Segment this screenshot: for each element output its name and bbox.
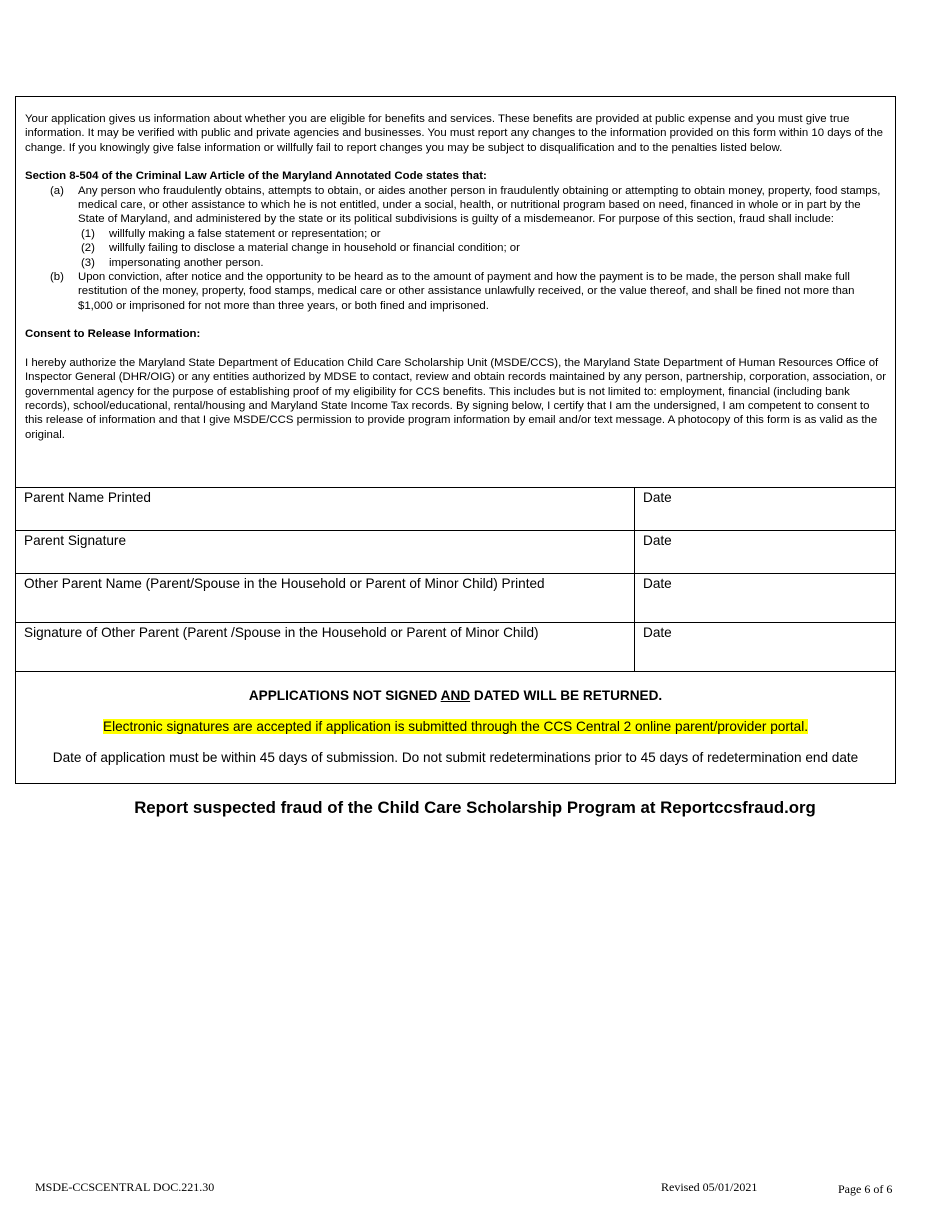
consent-title: Consent to Release Information: [25, 328, 201, 341]
footer-page-number: Page 6 of 6 [838, 1182, 893, 1196]
section-title: Section 8-504 of the Criminal Law Article of the Maryland Annotated Code states that: [25, 170, 487, 183]
clause-b-tag: (b) [50, 271, 64, 284]
date-field[interactable]: Date [643, 490, 672, 505]
signature-row[interactable] [16, 488, 895, 531]
clause-b [25, 270, 887, 313]
parent-name-field[interactable]: Parent Name Printed [16, 488, 635, 530]
form-frame [15, 96, 896, 784]
list-item: (1) willfully making a false statement or representation; or [81, 227, 381, 240]
clause-a [25, 184, 887, 227]
footer-revised: Revised 05/01/2021 [661, 1180, 758, 1194]
list-item: (3) impersonating another person. [81, 256, 264, 269]
disclosure-text [25, 112, 887, 442]
footer-doc-id: MSDE-CCSCENTRAL DOC.221.30 [35, 1180, 215, 1194]
clause-a-tag: (a) [50, 184, 64, 197]
date-field[interactable]: Date [643, 625, 672, 640]
esignature-note: Electronic signatures are accepted if application is submitted through the CCS Central 2 online parent/provider portal. [103, 719, 808, 734]
unsigned-warning: APPLICATIONS NOT SIGNED AND DATED WILL BE RETURNED. [248, 688, 663, 703]
signature-row[interactable] [16, 623, 895, 672]
date-field[interactable]: Date [643, 533, 672, 548]
parent-signature-field[interactable]: Parent Signature [16, 531, 635, 573]
signature-table [16, 487, 895, 672]
intro-paragraph: Your application gives us information about whether you are eligible for benefits and services. These benefits are provided at public expense and you must give true information. It may be verified with public and private agencies and businesses. You must report any changes to the information provided on this form within 10 days of the change. If you knowingly give false information or willfully fail to report changes you may be subject to disqualification and to the penalties listed below. [25, 113, 883, 154]
consent-text: I hereby authorize the Maryland State Department of Education Child Care Scholarship Unit (MSDE/CCS), the Maryland State Department of Human Resources Office of Inspector General (DHR/OIG) or any entities authorized by MDSE to contact, review and obtain records maintained by any person, partnership, corporation, association, or governmental agency for the purpose of establishing proof of my eligibility for CCS benefits. This includes but is not limited to: employment, financial (including bank records), school/educational, rental/housing and Maryland State Income Tax records. By signing below, I certify that I am the undersigned, I am competent to consent to this release of information and that I give MSDE/CCS permission to provide program information by email and/or text message. A photocopy of this form is as valid as the original. [25, 356, 887, 441]
submission-notice [16, 672, 895, 765]
list-item: (2) willfully failing to disclose a material change in household or financial condition; or [81, 242, 520, 255]
other-parent-name-field[interactable]: Other Parent Name (Parent/Spouse in the Household or Parent of Minor Child) Printed [16, 574, 635, 622]
date-field[interactable]: Date [643, 576, 672, 591]
fraud-report-line: Report suspected fraud of the Child Care Scholarship Program at Reportccsfraud.org [134, 798, 816, 817]
date-requirement-note: Date of application must be within 45 days of submission. Do not submit redeterminations prior to 45 days of redetermination end date [52, 750, 859, 765]
signature-row[interactable] [16, 574, 895, 623]
other-parent-signature-field[interactable]: Signature of Other Parent (Parent /Spouse in the Household or Parent of Minor Child) [16, 623, 635, 671]
clause-a-text: Any person who fraudulently obtains, attempts to obtain, or aides another person in fraudulently obtaining or attempting to obtain money, property, food stamps, medical care, or other assistance to which he is not entitled, under a social, health, or nutritional program based on need, financed in whole or in part by the State of Maryland, and administered by the state or its political subdivisions is guilty of a misdemeanor. For purpose of this section, fraud shall include: [78, 184, 881, 226]
signature-row[interactable] [16, 531, 895, 574]
clause-b-text: Upon conviction, after notice and the opportunity to be heard as to the amount of payment and how the payment is to be made, the person shall make full restitution of the money, property, food stamps, medical care or other assistance unlawfully received, or the value thereof, and shall be fined not more than $1,000 or imprisoned for not more than three years, or both fined and imprisoned. [78, 271, 855, 312]
